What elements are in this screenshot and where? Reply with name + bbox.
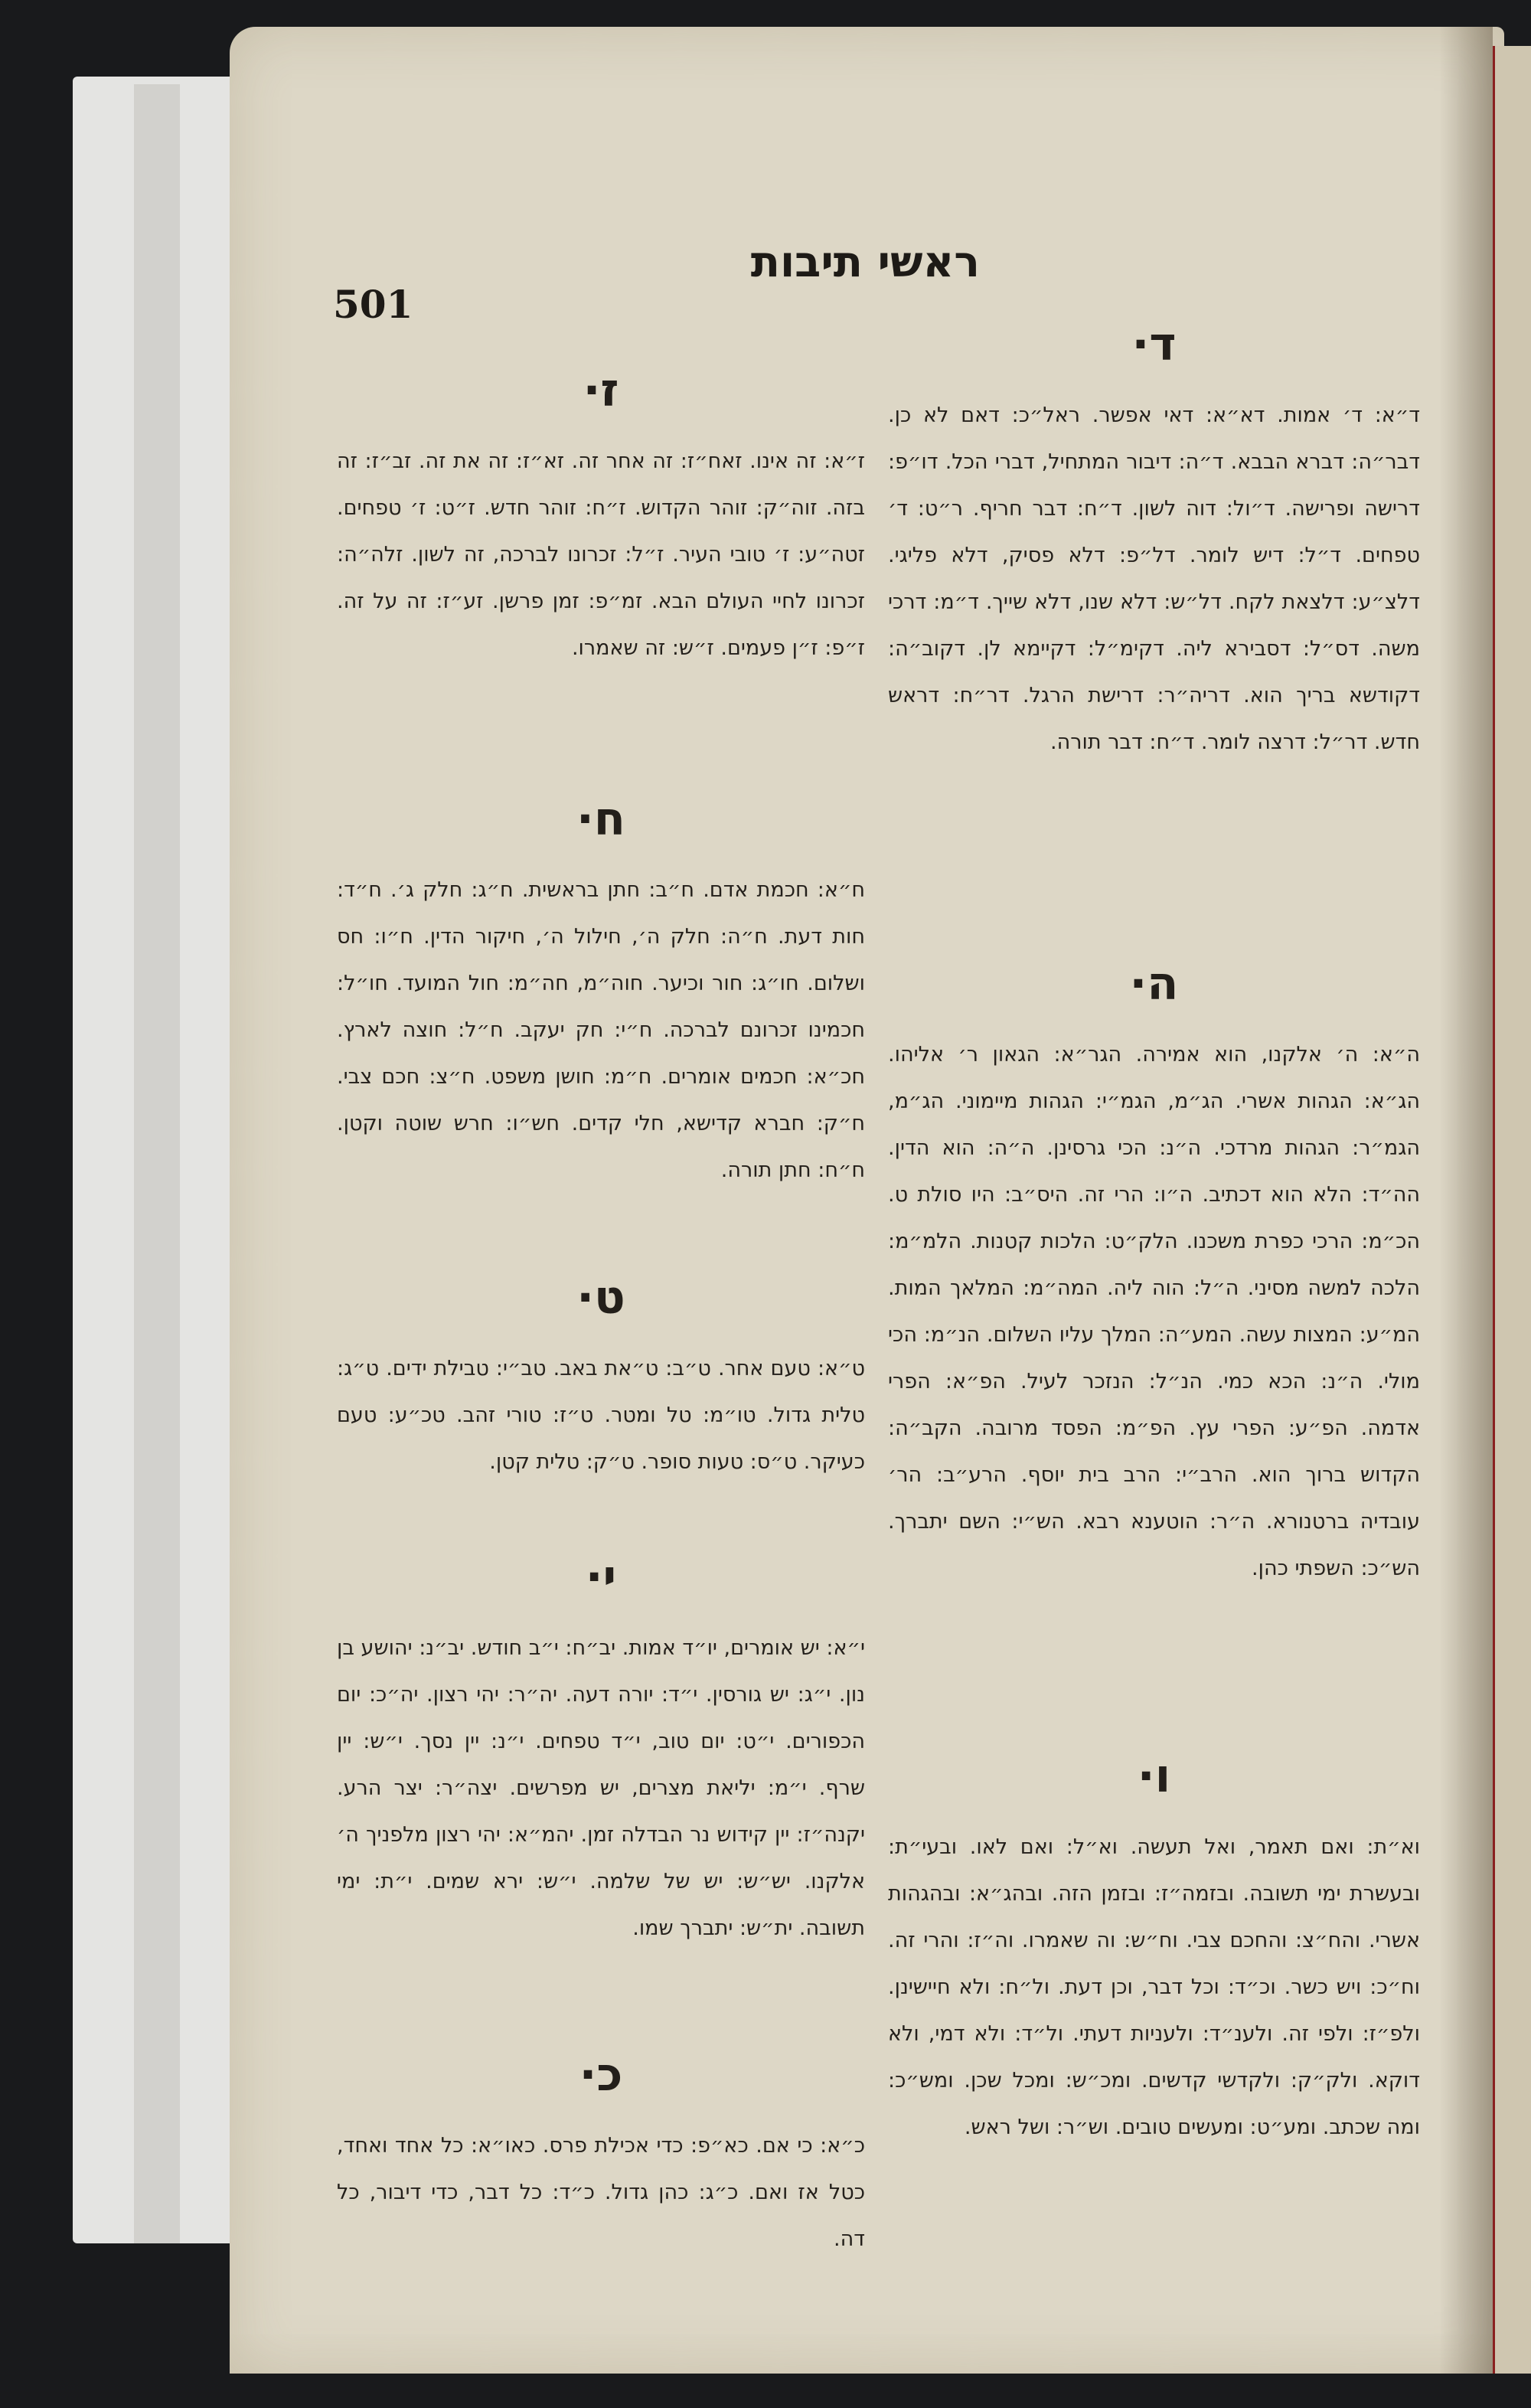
section-text: ט״א: טעם אחר. ט״ב: ט״את באב. טב״י: טבילת ידים. ט״ג: טלית גדול. טו״מ: טל ומטר. ט״ז: טורי זהב. טכ״ע: טעם כעיקר. ט״ס: טעות סופר. ט״ק: טלית קטן. — [337, 1357, 865, 1474]
section-he — [888, 957, 1420, 1592]
section-letter: י· — [585, 1550, 617, 1604]
section-text: ה״א: ה׳ אלקנו, הוא אמירה. הגר״א: הגאון ר׳ אליהו. הג״א: הגהות אשרי. הג״מ, הגמ״י: הגהות מיימוני. הג״מ, הגמ״ר: הגהות מרדכי. ה״נ: הכי גרסינן. ה״ה: הוא הדין. הה״ד: הלא הוא דכתיב. ה״ו: הרי זה. היס״ב: היו סולת ט. הכ״מ: הרכי כפרת משכנו. הלק״ט: הלכות קטנות. הלמ״מ: הלכה למשה מסיני. ה״ל: הוה ליה. המה״מ: המלאך המות. המ״ע: המצות עשה. המע״ה: המלך עליו השלום. הנ״מ: הכי מולי. ה״נ: הכא כמי. הנ״ל: הנזכר לעיל. הפ״א: הפרי אדמה. הפ״ע: הפרי עץ. הפ״מ: הפסד מרובה. הקב״ה: הקדוש ברוך הוא. הרב״י: הרב בית יוסף. הרע״ב: הר׳ עובדיה ברטנורא. ה״ר: הוטענא רבא. הש״י: השם יתברך. הש״כ: השפתי כהן. — [888, 1043, 1420, 1580]
section-vav — [888, 1750, 1420, 2151]
section-letter: ח· — [576, 792, 625, 846]
section-text: כ״א: כי אם. כא״פ: כדי אכילת פרס. כאו״א: כל אחד ואחד, כטל אז ואם. כ״ג: כהן גדול. כ״ד: כל דבר, כדי דיבור, כל דה. — [337, 2134, 865, 2251]
section-text: ד״א: ד׳ אמות. דא״א: דאי אפשר. ראל״כ: דאם לא כן. דבר״ה: דברא הבבא. ד״ה: דיבור המתחיל, דברי הכל. דו״פ: דרישה ופרישה. ד״ול: דוה לשון. ד״ח: דבר חריף. ר״ט: ד׳ טפחים. ד״ל: דיש לומר. דל״פ: דלא פסיק, דלא פליגי. דלצ״ע: דלצאת לקח. דל״ש: דלא שנו, דלא שייך. ד״מ: דרכי משה. דס״ל: דסבירא ליה. דקימ״ל: דקיימא לן. דקוב״ה: דקודשא בריך הוא. דריה״ר: דרישת הרגל. דר״ח: דראש חדש. דר״ל: דרצה לומר. ד״ח: דבר תורה. — [888, 404, 1420, 754]
section-letter: כ· — [579, 2048, 623, 2102]
section-letter: ה· — [1129, 957, 1179, 1011]
section-text: ח״א: חכמת אדם. ח״ב: חתן בראשית. ח״ג: חלק ג׳. ח״ד: חות דעת. ח״ה: חלק ה׳, חילול ה׳, חיקור הדין. ח״ו: חס ושלום. חו״ג: חור וכיער. חוה״מ, חה״מ: חול המועד. חו״ל: חכמינו זכרונם לברכה. ח״י: חק יעקב. ח״ל: חוצה לארץ. חכ״א: חכמים אומרים. ח״מ: חושן משפט. ח״צ: חכם צבי. ח״ק: חברא קדישא, חלי קדים. חש״ו: חרש שוטה וקטן. ח״ח: חתן תורה. — [337, 878, 865, 1182]
spine-shadow — [1439, 27, 1493, 2374]
section-yod — [337, 1550, 865, 1952]
section-letter: ט· — [576, 1271, 625, 1325]
running-head: ראשי תיבות — [750, 237, 980, 287]
section-zayin — [337, 364, 865, 671]
section-kaf — [337, 2048, 865, 2263]
section-text: וא״ת: ואם תאמר, ואל תעשה. וא״ל: ואם לאו. ובעי״ת: ובעשרת ימי תשובה. ובזמה״ז: ובזמן הזה. ובהג״א: ובהגהות אשרי. והח״צ: והחכם צבי. וח״ש: וה שאמרו. וה״ז: והרי זה. וח״כ: ויש כשר. וכ״ד: וכל דבר, וכן דעת. ול״ח: ולא חיישינן. ולפ״ז: ולפי זה. ולענ״ד: ולעניות דעתי. ול״ד: ולא דמי, ולא דוקא. ולק״ק: ולקדשי קדשים. ומכ״ש: ומכל שכן. ומש״כ: ומה שכתב. ומע״ט: ומעשים טובים. וש״ר: ושל ראש. — [888, 1835, 1420, 2139]
section-het — [337, 792, 865, 1194]
section-letter: ו· — [1137, 1750, 1171, 1803]
section-tet — [337, 1271, 865, 1485]
section-text: ז״א: זה אינו. זאח״ז: זה אחר זה. זא״ז: זה את זה. זב״ז: זה בזה. זוה״ק: זוהר הקדוש. ז״ח: זוהר חדש. ז״ט: ז׳ טפחים. זטה״ע: ז׳ טובי העיר. ז״ל: זכרונו לברכה, זה לשון. זלה״ה: זכרונו לחיי העולם הבא. זמ״פ: זמן פרשן. זע״ז: זה על זה. ז״פ: ז״ן פעמים. ז״ש: זה שאמרו. — [337, 449, 865, 660]
section-letter: ד· — [1131, 318, 1177, 371]
cover-edge — [134, 84, 180, 2243]
section-letter: ז· — [583, 364, 619, 417]
facing-page-edge — [1493, 46, 1531, 2374]
section-text: י״א: יש אומרים, יו״ד אמות. יב״ח: י״ב חודש. יב״נ: יהושע בן נון. י״ג: יש גורסין. י״ד: יורה דעה. יה״ר: יהי רצון. יה״כ: יום הכפורים. י״ט: יום טוב, י״ד טפחים. י״נ: יין נסך. י״ש: יין שרף. י״מ: יליאת מצרים, יש מפרשים. יצה״ר: יצר הרע. יקנה״ז: יין קידוש נר הבדלה זמן. יהמ״א: יהי רצון מלפניך ה׳ אלקנו. יש״ש: יש של שלמה. י״ש: ירא שמים. י״ת: ימי תשובה. ית״ש: יתברך שמו. — [337, 1636, 865, 1940]
page-number: 501 — [333, 282, 413, 327]
section-dalet — [888, 318, 1420, 766]
